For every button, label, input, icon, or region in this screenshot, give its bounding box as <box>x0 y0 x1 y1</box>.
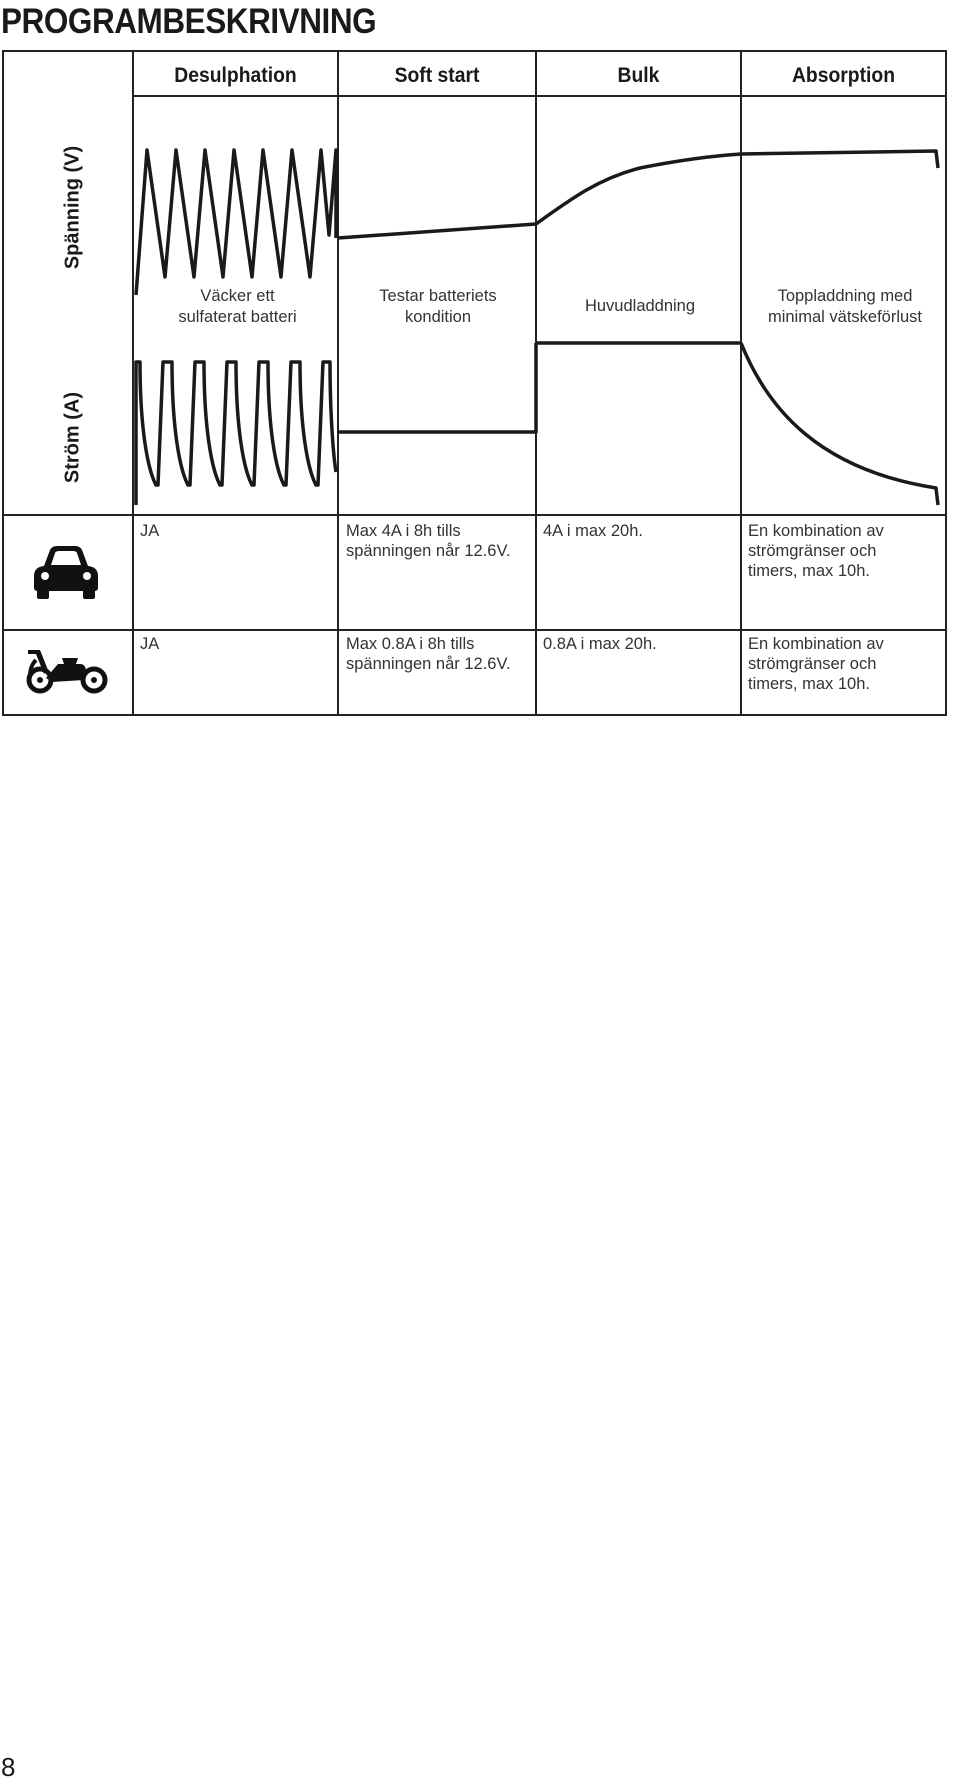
current-curve-desulphation <box>136 362 336 505</box>
moped-desulphation-cell: JA <box>140 635 160 653</box>
phase-header-bulk: Bulk <box>617 64 660 87</box>
current-axis-label: Ström (A) <box>61 391 84 484</box>
program-table-grid <box>0 0 960 720</box>
current-curve-absorption <box>741 343 938 505</box>
car-absorption-cell: En kombination av strömgränser och timers, max 10h. <box>748 522 884 580</box>
phase-description-absorption: Toppladdning med minimal vätskeförlust <box>767 287 923 326</box>
page-number: 8 <box>1 1752 16 1782</box>
table-border <box>3 51 946 715</box>
voltage-curve-bulk <box>536 154 741 224</box>
car-soft-start-cell: Max 4A i 8h tills spänningen når 12.6V. <box>346 522 511 560</box>
phase-header-soft-start: Soft start <box>394 64 480 87</box>
moped-icon <box>24 646 110 696</box>
phase-header-desulphation: Desulphation <box>174 64 297 87</box>
moped-soft-start-cell: Max 0.8A i 8h tills spänningen når 12.6V. <box>346 635 511 673</box>
phase-description-bulk: Huvudladdning <box>584 297 696 315</box>
page-title: PROGRAMBESKRIVNING <box>1 2 377 41</box>
phase-header-absorption: Absorption <box>791 64 896 87</box>
car-bulk-cell: 4A i max 20h. <box>543 522 643 540</box>
voltage-axis-label: Spänning (V) <box>61 145 84 270</box>
phase-description-soft-start: Testar batteriets kondition <box>379 287 497 326</box>
voltage-curve-desulphation <box>136 150 336 295</box>
moped-absorption-cell: En kombination av strömgränser och timers, max 10h. <box>748 635 884 693</box>
voltage-curve-absorption <box>741 151 938 168</box>
car-icon <box>30 544 102 600</box>
car-desulphation-cell: JA <box>140 522 160 540</box>
current-curve-soft-start <box>338 343 536 432</box>
voltage-curve-soft-start <box>338 224 536 238</box>
moped-bulk-cell: 0.8A i max 20h. <box>543 635 657 653</box>
phase-description-desulphation: Väcker ett sulfaterat batteri <box>178 287 297 326</box>
